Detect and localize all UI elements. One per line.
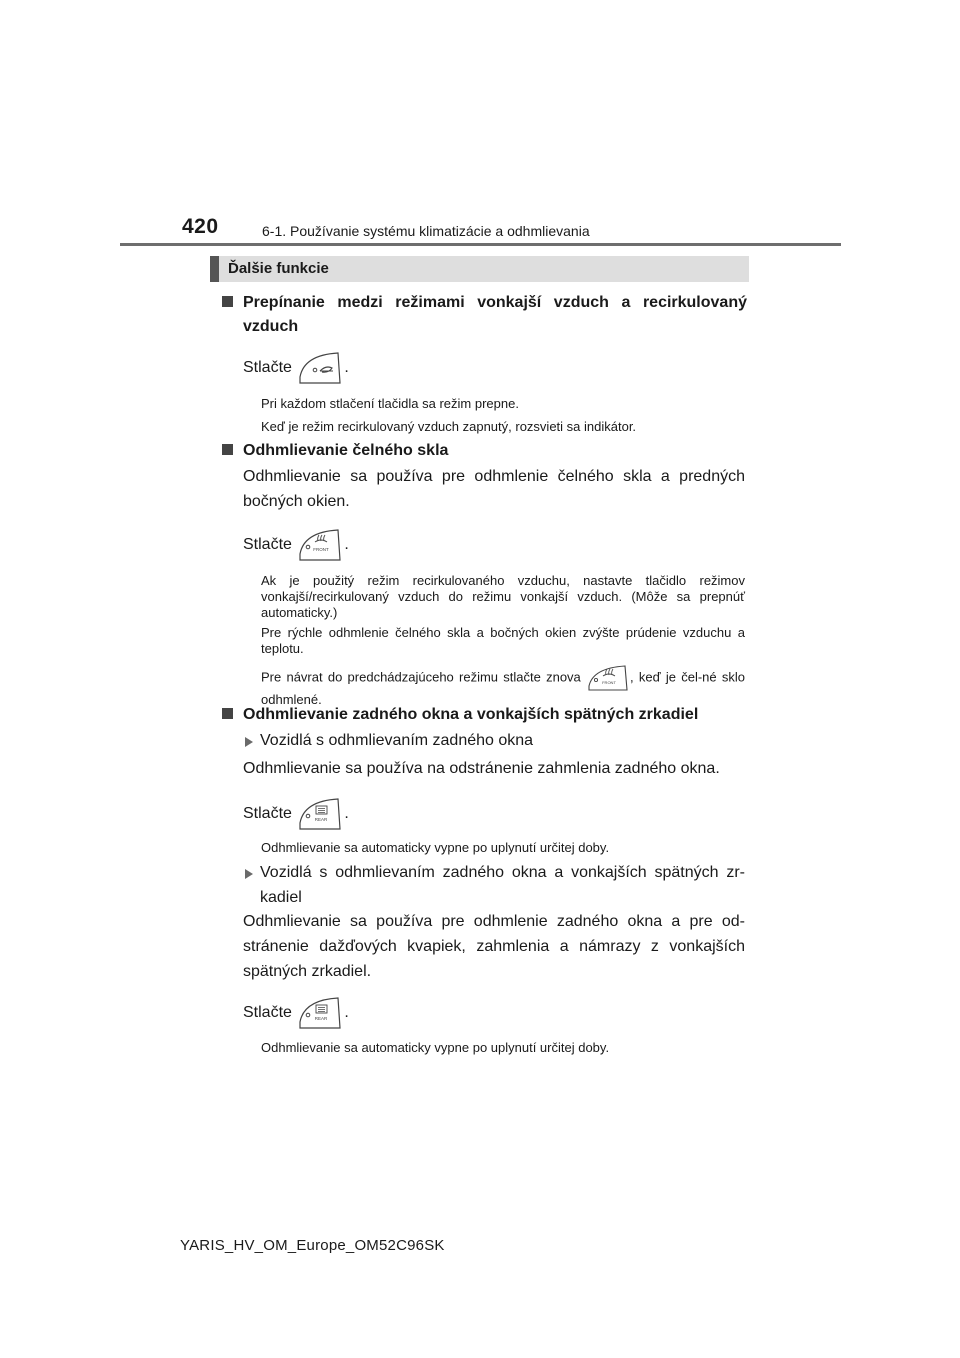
note-rear-2: Odhmlievanie sa automaticky vypne po uplynutí určitej doby. bbox=[261, 1040, 610, 1055]
body-windshield-defog: Odhmlievanie sa používa pre odhmlenie čelného skla a predných bočných okien. bbox=[243, 468, 745, 510]
heading-rear-defog: Odhmlievanie zadného okna a vonkajších spätných zrkadiel bbox=[222, 703, 747, 727]
note-air-mode-1: Pri každom stlačení tlačidla sa režim prepne. bbox=[261, 396, 519, 411]
svg-text:REAR: REAR bbox=[315, 1016, 328, 1021]
note-air-mode-2: Keď je režim recirkulovaný vzduch zapnutý, rozsvieti sa indikátor. bbox=[261, 419, 637, 434]
rear-caption: REAR bbox=[315, 817, 328, 822]
rear-defroster-button-icon bbox=[298, 797, 342, 831]
bullet-arrow-icon bbox=[245, 869, 253, 879]
section-marker bbox=[210, 256, 219, 282]
press-line-front: Stlačte FRONT . bbox=[243, 528, 349, 562]
heading-windshield-defog: Odhmlievanie čelného skla bbox=[222, 439, 747, 463]
press-line-air-mode: Stlačte . bbox=[243, 351, 349, 385]
section-title: Ďalšie funkcie bbox=[228, 260, 329, 277]
front-defroster-button-icon bbox=[587, 664, 629, 692]
bullet-arrow-icon bbox=[245, 737, 253, 747]
chapter-title: 6-1. Používanie systému klimatizácie a odhmlievania bbox=[262, 223, 590, 239]
section-title-bar bbox=[210, 256, 749, 282]
svg-text:FRONT: FRONT bbox=[602, 680, 616, 685]
page-number: 420 bbox=[182, 215, 219, 238]
note-front-2: Pre rýchle odhmlenie čelného skla a bočných okien zvýšte prúdenie vzduchu a teplotu. bbox=[261, 625, 745, 656]
recirculation-button-icon bbox=[298, 351, 342, 385]
note-front-1: Ak je použitý režim recirkulovaného vzduchu, nastavte tlačidlo režimov vonkajší/recirkulovaný vzduch do režimu vonkajší vzduch. (Môže sa prepnúť automaticky.) bbox=[261, 573, 745, 620]
document-footer: YARIS_HV_OM_Europe_OM52C96SK bbox=[180, 1237, 445, 1254]
front-defroster-button-icon bbox=[298, 528, 342, 562]
heading-square-icon bbox=[222, 444, 233, 455]
press-line-rear-2: Stlačte REAR . bbox=[243, 996, 349, 1030]
heading-air-mode: Prepínanie medzi režimami vonkajší vzduch a recirkulovaný vzduch bbox=[222, 291, 747, 339]
body-rear-window-mirrors: Odhmlievanie sa používa pre odhmlenie zadného okna a pre od-stránenie dažďových kvapiek, zahmlenia a námrazy z vonkajších spätných zrkadiel. bbox=[243, 913, 745, 980]
header-rule bbox=[120, 243, 841, 246]
heading-square-icon bbox=[222, 296, 233, 307]
front-caption: FRONT bbox=[313, 547, 330, 552]
rear-defroster-button-icon bbox=[298, 996, 342, 1030]
body-rear-window: Odhmlievanie sa používa na odstránenie zahmlenia zadného okna. bbox=[243, 760, 720, 777]
heading-square-icon bbox=[222, 708, 233, 719]
note-front-3: Pre návrat do predchádzajúceho režimu stlačte znova FRONT , keď je čel-né sklo odhmlené. bbox=[261, 664, 745, 708]
press-line-rear-1: Stlačte REAR . bbox=[243, 797, 349, 831]
bullet-rear-window-mirrors: Vozidlá s odhmlievaním zadného okna a vonkajších spätných zr-kadiel bbox=[243, 860, 745, 910]
bullet-rear-window: Vozidlá s odhmlievaním zadného okna bbox=[243, 728, 745, 753]
note-rear-1: Odhmlievanie sa automaticky vypne po uplynutí určitej doby. bbox=[261, 840, 610, 855]
